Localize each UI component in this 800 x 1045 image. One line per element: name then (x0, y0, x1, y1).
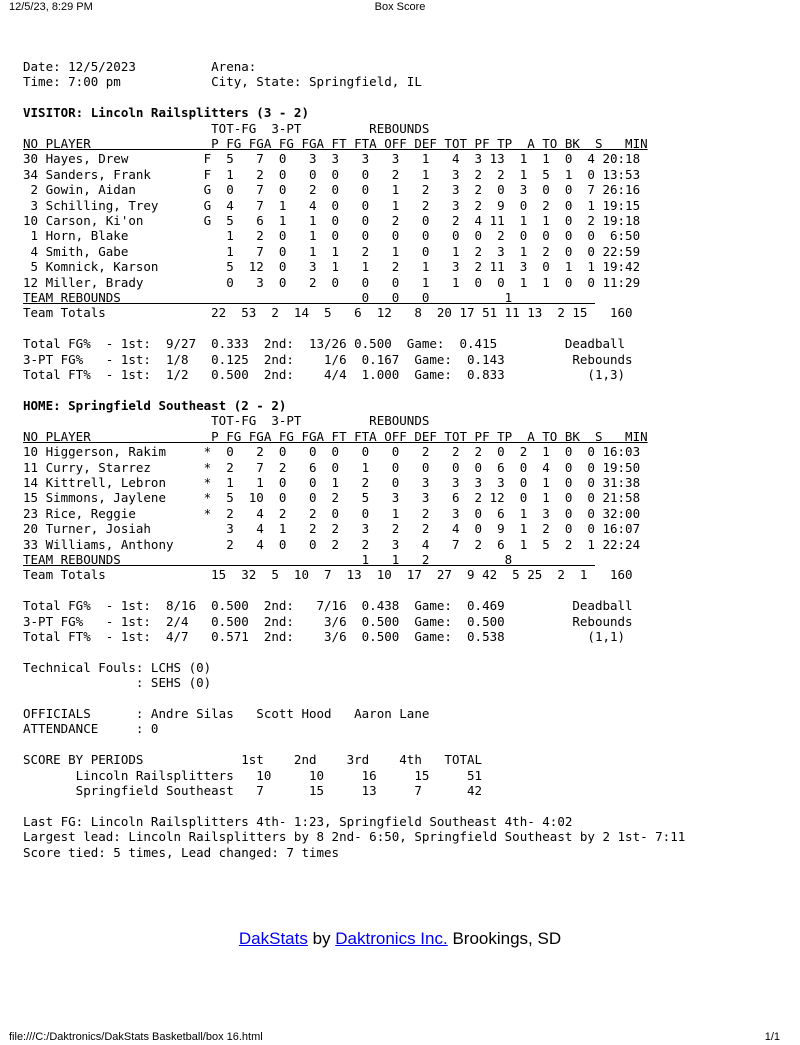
home-column-header: NO PLAYER P FG FGA FG FGA FT FTA OFF DEF TOT PF TP A TO BK S MIN (23, 428, 648, 444)
score-by-periods-row: Lincoln Railsplitters 10 10 16 15 51 (23, 767, 483, 783)
home-player-row: 20 Turner, Josiah 3 4 1 2 2 3 2 2 4 0 9 1 2 0 0 16:07 (23, 521, 641, 537)
visitor-team-totals: Team Totals 22 53 2 14 5 6 12 8 20 17 51 11 13 2 15 160 (23, 305, 633, 321)
credit-line (0, 929, 800, 949)
visitor-player-row: 10 Carson, Ki'on G 5 6 1 1 0 0 2 0 2 4 11 1 1 0 2 19:18 (23, 213, 641, 229)
home-player-row: 14 Kittrell, Lebron * 1 1 0 0 1 2 0 3 3 3 3 0 1 0 0 31:38 (23, 474, 641, 490)
visitor-stat-line: 3-PT FG% - 1st: 1/8 0.125 2nd: 1/6 0.167 Game: 0.143 Rebounds (23, 351, 633, 367)
home-team-title: HOME: Springfield Southeast (2 - 2) (23, 397, 287, 413)
print-header (0, 0, 800, 16)
game-info-date-arena: Date: 12/5/2023 Arena: (23, 59, 257, 74)
home-stat-line: Total FT% - 1st: 4/7 0.571 2nd: 3/6 0.500 Game: 0.538 (1,1) (23, 628, 626, 644)
game-info-time-city: Time: 7:00 pm City, State: Springfield, IL (23, 74, 422, 90)
home-stat-line: Total FG% - 1st: 8/16 0.500 2nd: 7/16 0.438 Game: 0.469 Deadball (23, 598, 633, 614)
attendance-line: ATTENDANCE : 0 (23, 721, 159, 737)
score-by-periods-row: Springfield Southeast 7 15 13 7 42 (23, 782, 483, 798)
visitor-player-row: 12 Miller, Brady 0 3 0 2 0 0 0 1 1 0 0 1 1 0 0 11:29 (23, 274, 641, 290)
game-note: Last FG: Lincoln Railsplitters 4th- 1:23, Springfield Southeast 4th- 4:02 (23, 813, 573, 829)
print-file-path: file:///C:/Daktronics/DakStats Basketball/box 16.html (9, 1031, 263, 1043)
visitor-team-title: VISITOR: Lincoln Railsplitters (3 - 2) (23, 105, 309, 121)
home-player-row: 15 Simmons, Jaylene * 5 10 0 0 2 5 3 3 6 2 12 0 1 0 0 21:58 (23, 490, 641, 506)
visitor-player-row: 1 Horn, Blake 1 2 0 1 0 0 0 0 0 0 2 0 0 0 0 6:50 (23, 228, 641, 244)
visitor-stat-line: Total FT% - 1st: 1/2 0.500 2nd: 4/4 1.000 Game: 0.833 (1,3) (23, 367, 626, 383)
home-player-row: 10 Higgerson, Rakim * 0 2 0 0 0 0 0 2 2 2 0 2 1 0 0 16:03 (23, 444, 641, 460)
visitor-player-row: 2 Gowin, Aidan G 0 7 0 2 0 0 1 2 3 2 0 3 0 0 7 26:16 (23, 182, 641, 198)
home-player-row: 23 Rice, Reggie * 2 4 2 2 0 0 1 2 3 0 6 1 3 0 0 32:00 (23, 505, 641, 521)
dakstats-link[interactable]: DakStats (238, 929, 308, 948)
visitor-group-header: TOT-FG 3-PT REBOUNDS (23, 120, 430, 136)
visitor-player-row: 3 Schilling, Trey G 4 7 1 4 0 0 1 2 3 2 9 0 2 0 1 19:15 (23, 197, 641, 213)
game-note: Score tied: 5 times, Lead changed: 7 times (23, 844, 340, 860)
credit-location: Brookings, SD (447, 929, 562, 948)
visitor-stat-line: Total FG% - 1st: 9/27 0.333 2nd: 13/26 0.500 Game: 0.415 Deadball (23, 336, 626, 352)
technical-fouls-line: : SEHS (0) (23, 675, 212, 691)
home-player-row: 33 Williams, Anthony 2 4 0 0 2 2 3 4 7 2 6 1 5 2 1 22:24 (23, 536, 641, 552)
visitor-player-row: 5 Komnick, Karson 5 12 0 3 1 1 2 1 3 2 11 3 0 1 1 19:42 (23, 259, 641, 275)
visitor-team-rebounds: TEAM REBOUNDS 0 0 0 1 (23, 290, 595, 306)
visitor-player-row: 34 Sanders, Frank F 1 2 0 0 0 0 2 1 3 2 2 1 5 1 0 13:53 (23, 166, 641, 182)
score-by-periods-header: SCORE BY PERIODS 1st 2nd 3rd 4th TOTAL (23, 752, 483, 768)
print-footer (0, 1031, 800, 1045)
technical-fouls-line: Technical Fouls: LCHS (0) (23, 659, 212, 675)
visitor-player-row: 4 Smith, Gabe 1 7 0 1 1 2 1 0 1 2 3 1 2 0 0 22:59 (23, 243, 641, 259)
home-team-totals: Team Totals 15 32 5 10 7 13 10 17 27 9 42 5 25 2 1 160 (23, 567, 633, 583)
visitor-player-row: 30 Hayes, Drew F 5 7 0 3 3 3 3 1 4 3 13 1 1 0 4 20:18 (23, 151, 641, 167)
print-page-number: 1/1 (764, 1031, 780, 1043)
credit-by: by (307, 929, 336, 948)
box-score-report (23, 59, 685, 860)
print-page-title: Box Score (374, 1, 426, 13)
home-stat-line: 3-PT FG% - 1st: 2/4 0.500 2nd: 3/6 0.500 Game: 0.500 Rebounds (23, 613, 633, 629)
visitor-column-header: NO PLAYER P FG FGA FG FGA FT FTA OFF DEF TOT PF TP A TO BK S MIN (23, 136, 648, 152)
game-note: Largest lead: Lincoln Railsplitters by 8 2nd- 6:50, Springfield Southeast by 2 1st- 7:11 (23, 829, 686, 845)
home-group-header: TOT-FG 3-PT REBOUNDS (23, 413, 430, 429)
officials-line: OFFICIALS : Andre Silas Scott Hood Aaron Lane (23, 705, 430, 721)
home-team-rebounds: TEAM REBOUNDS 1 1 2 8 (23, 551, 595, 567)
home-player-row: 11 Curry, Starrez * 2 7 2 6 0 1 0 0 0 0 6 0 4 0 0 19:50 (23, 459, 641, 475)
print-datetime: 12/5/23, 8:29 PM (9, 1, 93, 13)
daktronics-link[interactable]: Daktronics Inc. (335, 929, 448, 948)
